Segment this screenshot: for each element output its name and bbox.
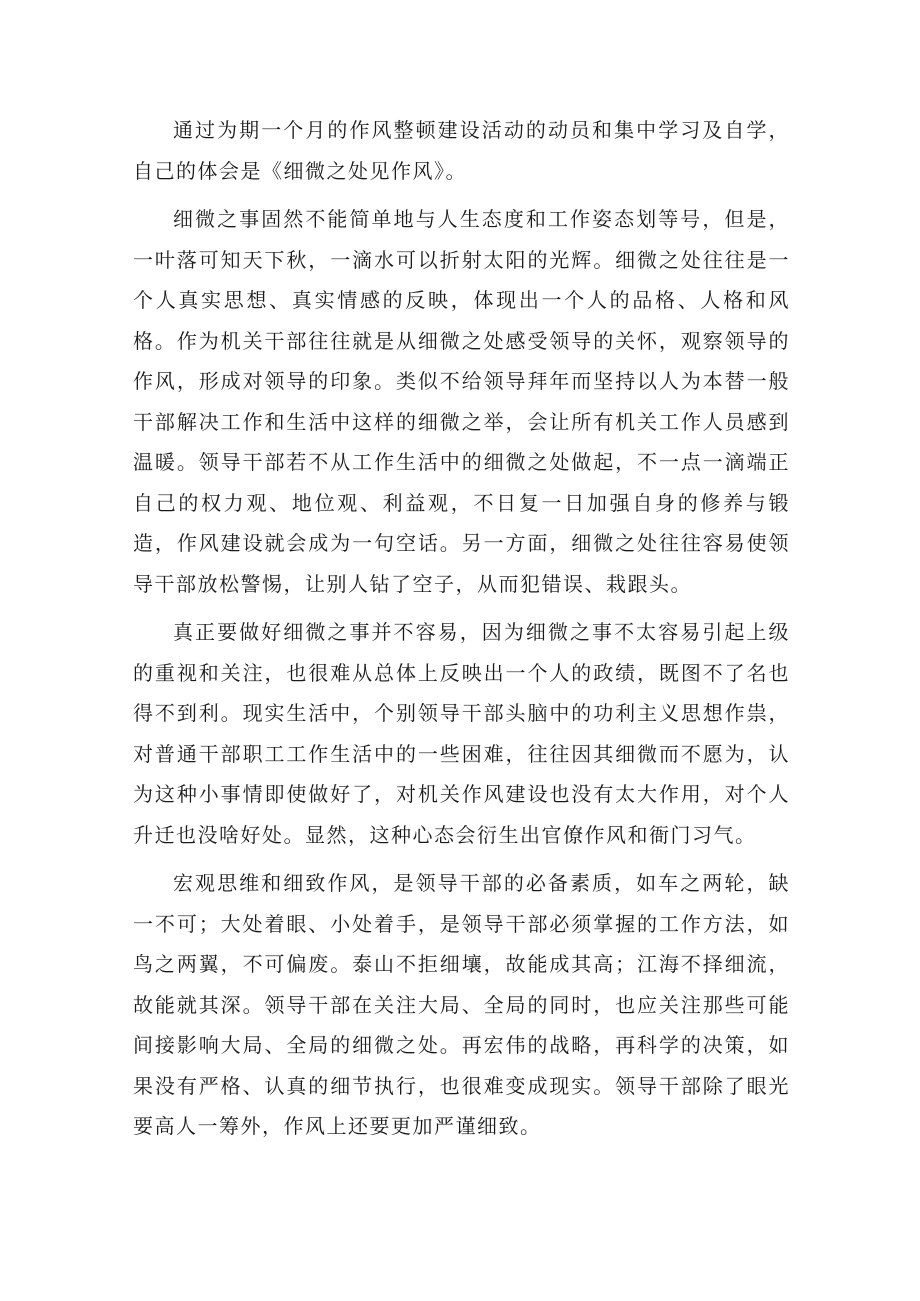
paragraph-4: 宏观思维和细致作风，是领导干部的必备素质，如车之两轮，缺一不可；大处着眼、小处着手，是领导干部必须掌握的工作方法，如鸟之两翼，不可偏废。泰山不拒细壤，故能成其高；江海不择细流，故能就其深。领导干部在关注大局、全局的同时，也应关注那些可能间接影响大局、全局的细微之处。再宏伟的战略，再科学的决策，如果没有严格、认真的细节执行，也很难变成现实。领导干部除了眼光要高人一筹外，作风上还要更加严谨细致。 <box>133 871 790 1138</box>
document-body <box>133 110 790 1155</box>
paragraph-2: 细微之事固然不能简单地与人生态度和工作姿态划等号，但是，一叶落可知天下秋，一滴水可以折射太阳的光辉。细微之处往往是一个人真实思想、真实情感的反映，体现出一个人的品格、人格和风格。作为机关干部往往就是从细微之处感受领导的关怀，观察领导的作风，形成对领导的印象。类似不给领导拜年而坚持以人为本替一般干部解决工作和生活中这样的细微之举，会让所有机关工作人员感到温暖。领导干部若不从工作生活中的细微之处做起，不一点一滴端正自己的权力观、地位观、利益观，不日复一日加强自身的修养与锻造，作风建设就会成为一句空话。另一方面，细微之处往往容易使领导干部放松警惕，让别人钻了空子，从而犯错误、栽跟头。 <box>133 207 790 596</box>
paragraph-1: 通过为期一个月的作风整顿建设活动的动员和集中学习及自学，自己的体会是《细微之处见作风》。 <box>133 118 790 183</box>
paragraph-3: 真正要做好细微之事并不容易，因为细微之事不太容易引起上级的重视和关注，也很难从总体上反映出一个人的政绩，既图不了名也得不到利。现实生活中，个别领导干部头脑中的功利主义思想作祟，对普通干部职工工作生活中的一些困难，往往因其细微而不愿为，认为这种小事情即使做好了，对机关作风建设也没有太大作用，对个人升迁也没啥好处。显然，这种心态会衍生出官僚作风和衙门习气。 <box>133 620 790 847</box>
